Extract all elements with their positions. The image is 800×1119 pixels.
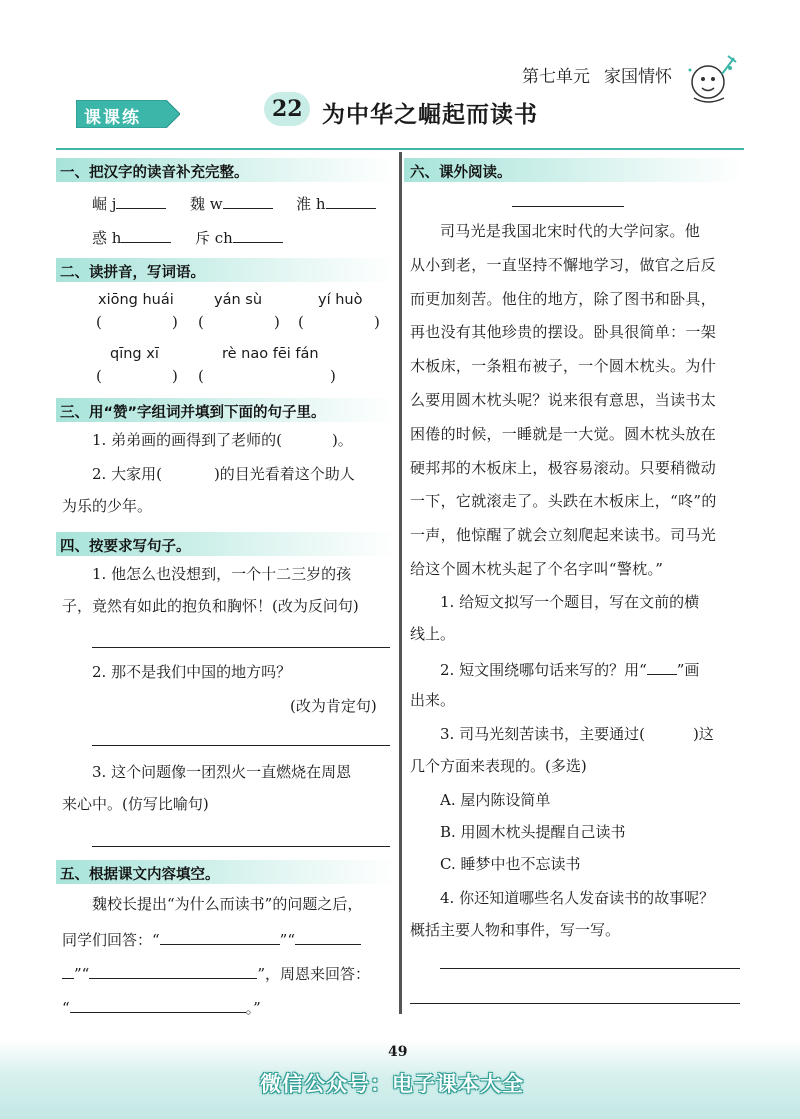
section-3-title: 三、用“赞”字组词并填到下面的句子里。 — [60, 405, 326, 421]
answer-blank[interactable] — [62, 962, 74, 979]
column-divider — [399, 152, 402, 1014]
option-b[interactable]: B. 用圆木枕头提醒自己读书 — [440, 823, 626, 841]
pinyin-4: qīng xī — [110, 346, 159, 362]
answer-paren-open[interactable]: ( — [96, 367, 102, 385]
passage-line: 从小到老，一直坚持不懈地学习，做官之后反 — [410, 255, 717, 274]
s3-q2-end: )的目光看着这个助人 — [213, 465, 355, 483]
s5-line3-end: ”，周恩来回答： — [257, 965, 371, 983]
r-q3-end: )这 — [692, 725, 714, 743]
s5-line-3 — [62, 962, 370, 984]
answer-blank[interactable] — [233, 226, 283, 243]
char-huai: 淮 h — [296, 195, 326, 213]
answer-blank[interactable] — [160, 928, 280, 945]
section-2-title: 二、读拼音，写词语。 — [60, 265, 205, 281]
char-huo: 惑 h — [92, 229, 122, 247]
badge-label: 课课练 — [84, 108, 141, 128]
s5-line2-quote: ”“ — [279, 931, 296, 949]
s4-q2-line1: 2. 那不是我们中国的地方吗？ — [92, 663, 292, 681]
s4-q1-line1: 1. 他怎么也没想到，一个十二三岁的孩 — [92, 565, 352, 583]
r-q2-end: ”画 — [676, 661, 700, 679]
s4-q1-line2: 子，竟然有如此的抱负和胸怀！(改为反问句) — [62, 597, 359, 615]
r-q2-line2: 出来。 — [410, 691, 456, 709]
s5-line-2 — [62, 928, 361, 950]
s5-line-4 — [62, 996, 261, 1018]
r-q2-text: 2. 短文围绕哪句话来写的？用“ — [440, 661, 647, 679]
char-chi: 斥 ch — [195, 229, 233, 247]
s5-line-1: 魏校长提出“为什么而读书”的问题之后， — [92, 895, 363, 913]
passage-line: 硬邦邦的木板床上，极容易滚动。只要稍微动 — [410, 458, 717, 477]
r-q1-line2: 线上。 — [410, 625, 456, 643]
r-q1-line1: 1. 给短文拟写一个题目，写在文前的横 — [440, 593, 700, 611]
watermark: 微信公众号：电子课本大全 — [260, 1072, 524, 1096]
r-q2-line1 — [440, 658, 699, 680]
s3-question-2 — [92, 464, 355, 484]
section-6-title: 六、课外阅读。 — [410, 165, 512, 181]
passage-line: 而更加刻苦。他住的地方，除了图书和卧具， — [410, 289, 717, 308]
passage-line: 司马光是我国北宋时代的大学问家。他 — [440, 222, 701, 240]
answer-paren-open[interactable]: ( — [198, 313, 204, 331]
s5-line2-start: 同学们回答：“ — [62, 931, 160, 949]
r-q4-line1: 4. 你还知道哪些名人发奋读书的故事呢？ — [440, 889, 715, 907]
passage-line: 给这个圆木枕头起了个名字叫“警枕。” — [410, 559, 664, 578]
section-5-title: 五、根据课文内容填空。 — [60, 867, 220, 883]
option-a[interactable]: A. 屋内陈设简单 — [440, 791, 551, 809]
header-divider — [56, 148, 744, 150]
reading-passage — [410, 220, 744, 592]
pinyin-fill-row-1 — [92, 192, 376, 214]
pinyin-3: yí huò — [318, 292, 363, 308]
answer-paren-close[interactable]: ) — [274, 313, 280, 331]
r-q3-text: 3. 司马光刻苦读书，主要通过( — [440, 725, 645, 743]
passage-line: 木板床，一条粗布被子，一个圆木枕头。为什 — [410, 357, 717, 376]
s3-q2-line2: 为乐的少年。 — [62, 497, 153, 515]
passage-line: 么要用圆木枕头呢？说来很有意思，当读书太 — [410, 390, 717, 409]
s4-q3-line1: 3. 这个问题像一团烈火一直燃烧在周恩 — [92, 763, 352, 781]
lesson-number: 22 — [272, 96, 303, 122]
s3-q1-end: )。 — [331, 431, 353, 449]
s4-q2-hint: (改为肯定句) — [290, 697, 377, 715]
lesson-title: 为中华之崛起而读书 — [322, 102, 538, 128]
s3-q2-text: 2. 大家用( — [92, 465, 162, 483]
answer-blank[interactable] — [647, 658, 677, 675]
answer-blank[interactable] — [89, 962, 257, 979]
s5-line3-quote: ”“ — [74, 965, 90, 983]
answer-line[interactable] — [92, 745, 390, 746]
s3-q1-text: 1. 弟弟画的画得到了老师的( — [92, 431, 282, 449]
section-1-title: 一、把汉字的读音补充完整。 — [60, 165, 249, 181]
pinyin-fill-row-2 — [92, 226, 283, 248]
s3-question-1 — [92, 430, 353, 450]
char-wei: 魏 w — [189, 195, 223, 213]
passage-line: 再也没有其他珍贵的摆设。卧具很简单：一架 — [410, 323, 717, 342]
unit-label — [522, 62, 672, 87]
answer-paren-open[interactable]: ( — [298, 313, 304, 331]
pinyin-5: rè nao fēi fán — [222, 346, 319, 362]
answer-paren-open[interactable]: ( — [96, 313, 102, 331]
answer-paren-open[interactable]: ( — [198, 367, 204, 385]
s4-q3-line2: 来心中。(仿写比喻句) — [62, 795, 209, 813]
r-q3-line2: 几个方面来表现的。(多选) — [410, 757, 587, 775]
r-q3-line1 — [440, 724, 714, 744]
passage-line: 一声，他惊醒了就会立刻爬起来读书。司马光 — [410, 526, 717, 545]
option-c[interactable]: C. 睡梦中也不忘读书 — [440, 855, 581, 873]
answer-line[interactable] — [440, 968, 740, 969]
answer-line[interactable] — [92, 846, 390, 847]
answer-paren-close[interactable]: ) — [172, 367, 178, 385]
passage-line: 困倦的时候，一睡就是一大觉。圆木枕头放在 — [410, 424, 717, 443]
answer-paren-close[interactable]: ) — [374, 313, 380, 331]
answer-line[interactable] — [410, 1003, 740, 1004]
unit-theme: 家国情怀 — [604, 67, 672, 87]
answer-blank[interactable] — [223, 192, 273, 209]
answer-line[interactable] — [92, 647, 390, 648]
answer-blank[interactable] — [116, 192, 166, 209]
r-q4-line2: 概括主要人物和事件，写一写。 — [410, 921, 621, 939]
mascot-icon — [678, 48, 742, 108]
page-number: 49 — [388, 1044, 408, 1060]
section-4-title: 四、按要求写句子。 — [60, 539, 191, 555]
s5-line4-end: 。” — [245, 999, 261, 1017]
answer-paren-close[interactable]: ) — [330, 367, 336, 385]
title-answer-line[interactable] — [512, 206, 624, 207]
answer-blank[interactable] — [295, 928, 361, 945]
answer-paren-close[interactable]: ) — [172, 313, 178, 331]
pinyin-1: xiōng huái — [98, 292, 174, 308]
s5-line4-start: “ — [62, 999, 70, 1017]
pinyin-2: yán sù — [214, 292, 263, 308]
unit-number: 第七单元 — [522, 67, 590, 87]
answer-blank[interactable] — [70, 996, 246, 1013]
char-jue: 崛 j — [92, 195, 117, 213]
answer-blank[interactable] — [326, 192, 376, 209]
passage-line: 一下，它就滚走了。头跌在木板床上，“咚”的 — [410, 492, 717, 511]
answer-blank[interactable] — [121, 226, 171, 243]
